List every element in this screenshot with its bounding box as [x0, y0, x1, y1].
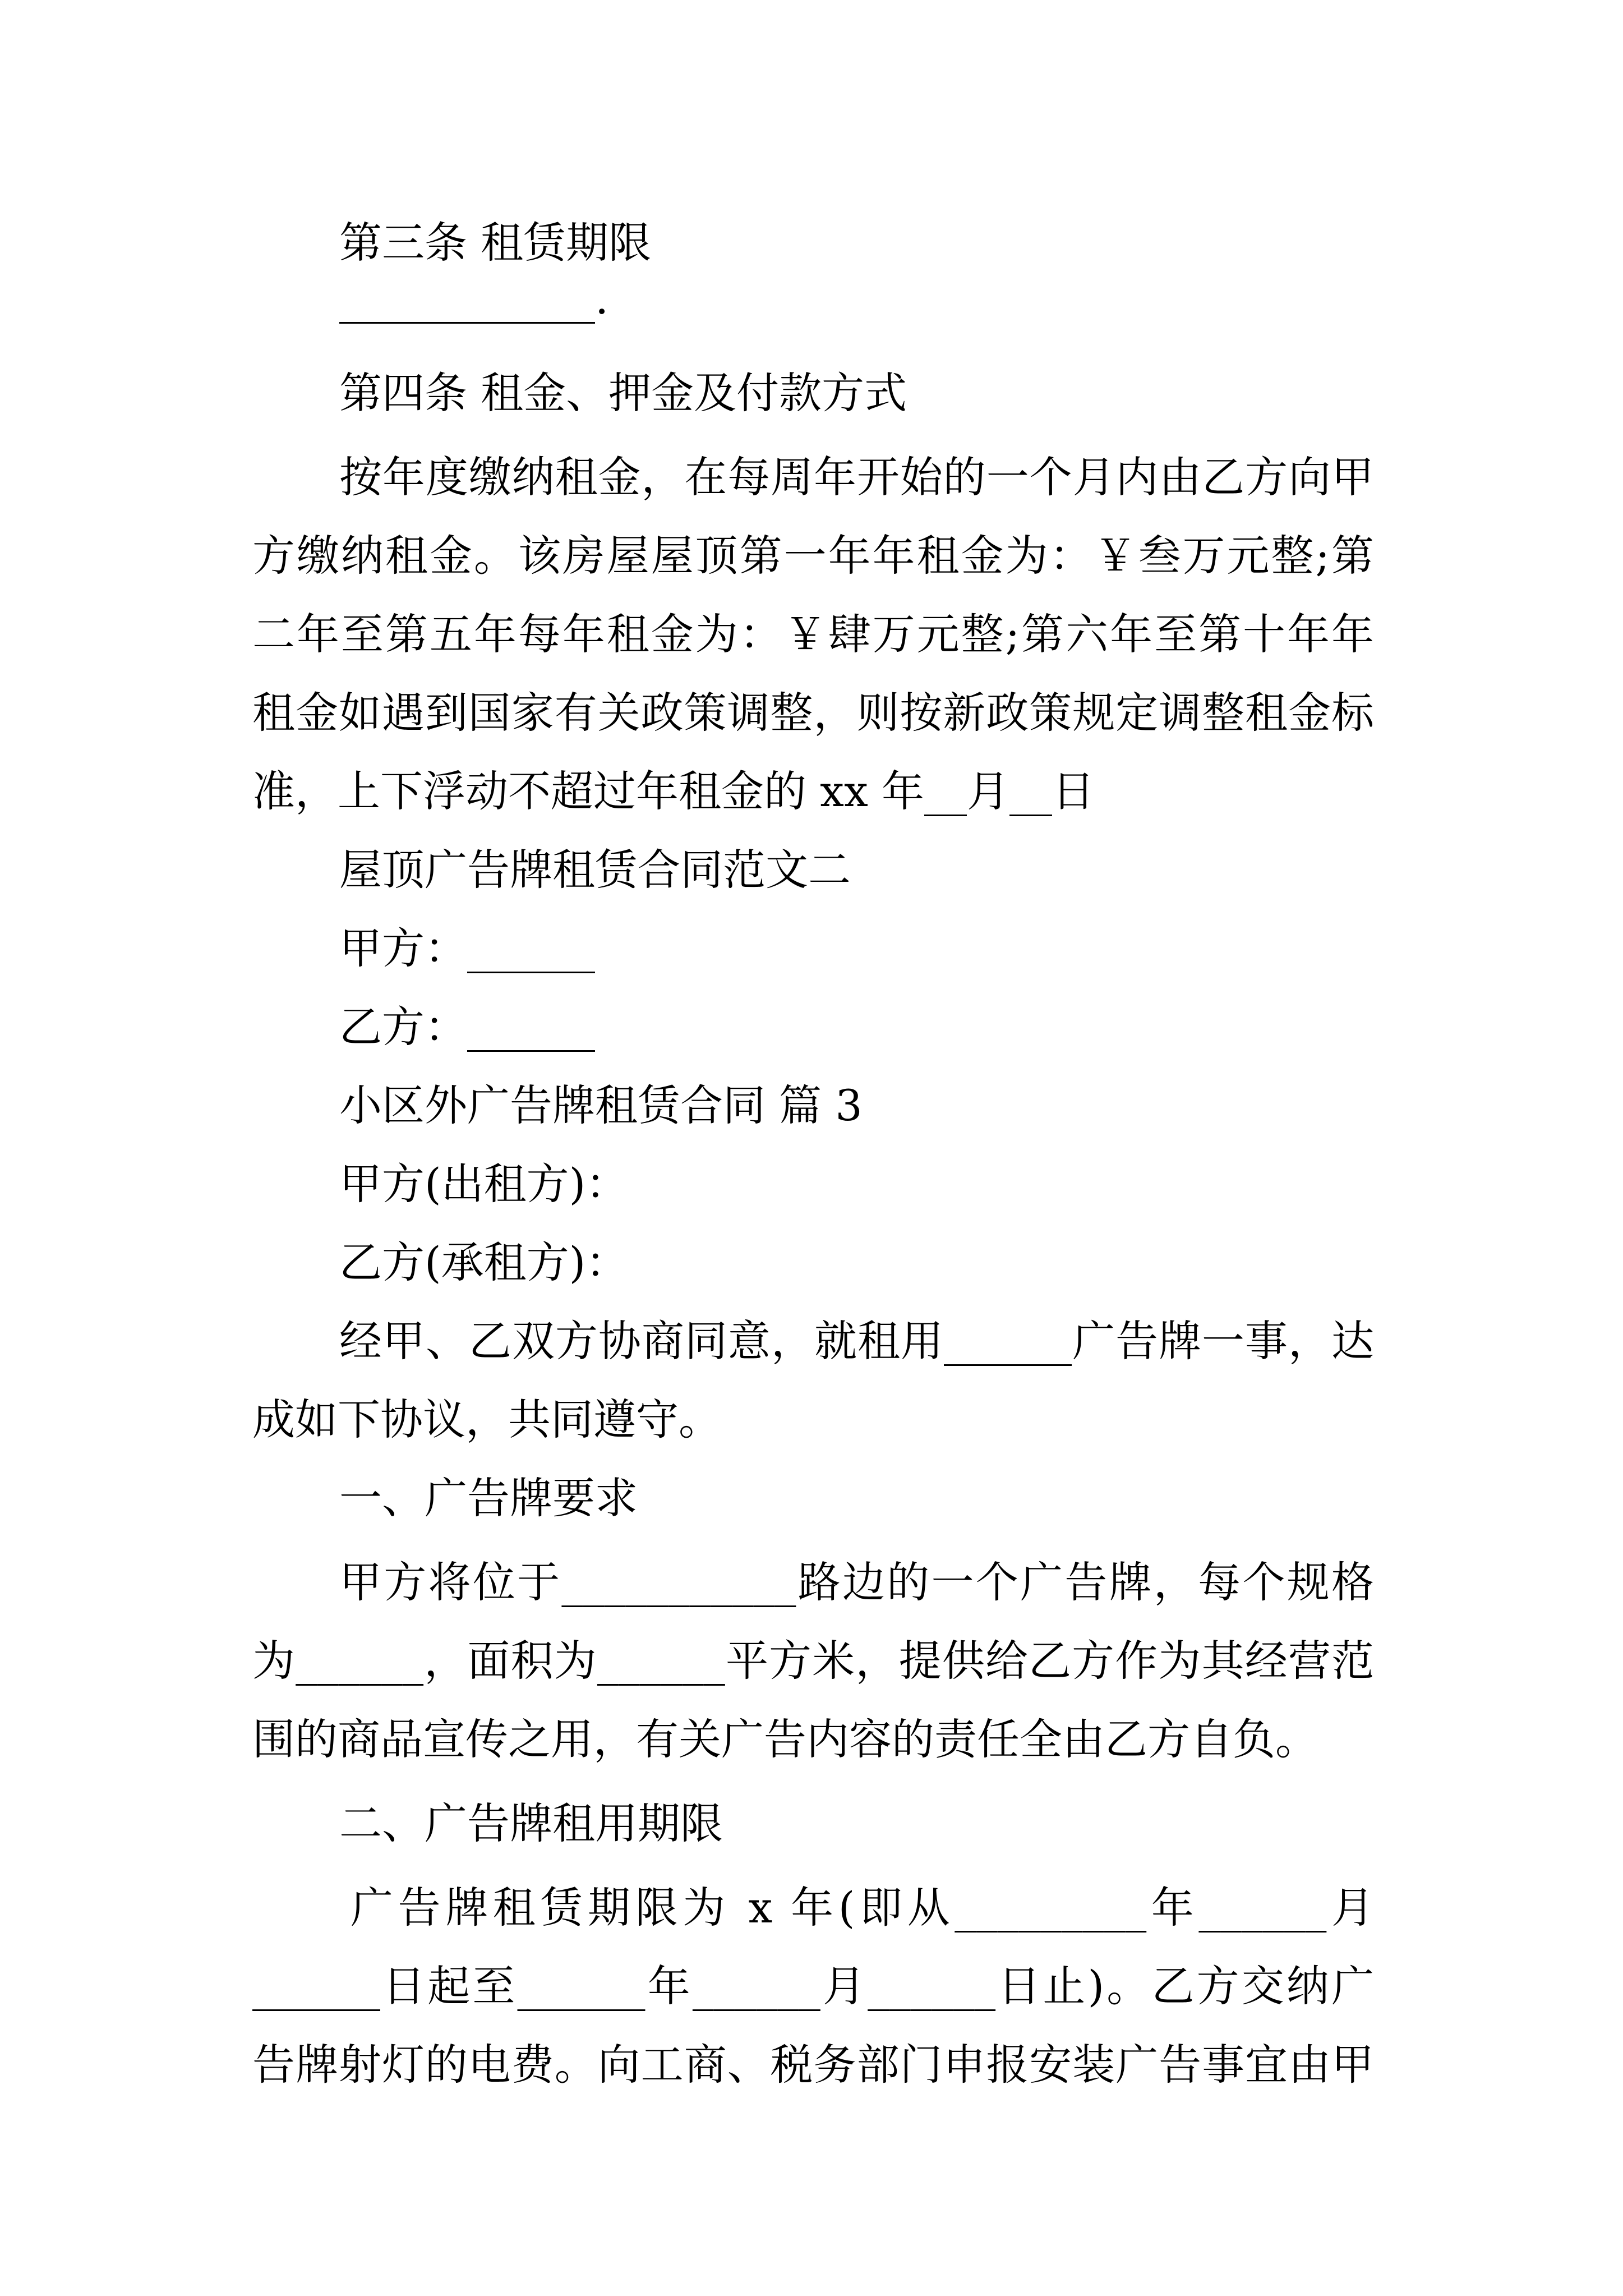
- lessee-line: 乙方(承租方)：: [339, 1237, 629, 1287]
- article-4-heading: 第四条 租金、押金及付款方式: [339, 368, 907, 418]
- agreement-paragraph-line-1: 经甲、乙双方协商同意，就租用______广告牌一事，达: [339, 1316, 1374, 1366]
- lessor-line: 甲方(出租方)：: [339, 1159, 629, 1209]
- party-b-line: 乙方：______: [339, 1002, 595, 1052]
- section-1-heading: 一、广告牌要求: [339, 1473, 638, 1523]
- section-2-heading: 二、广告牌租用期限: [339, 1798, 723, 1848]
- sample-2-title: 屋顶广告牌租赁合同范文二: [339, 845, 851, 895]
- term-blank-line: ____________.: [339, 274, 609, 324]
- term-paragraph-line-1: 广告牌租赁期限为 x 年(即从_________年______月: [351, 1883, 1374, 1932]
- rent-paragraph-line-1: 按年度缴纳租金，在每周年开始的一个月内由乙方向甲: [339, 452, 1374, 502]
- term-paragraph-line-3: 告牌射灯的电费。向工商、税务部门申报安装广告事宜由甲: [252, 2040, 1374, 2090]
- rent-paragraph-line-3: 二年至第五年每年租金为：￥肆万元整;第六年至第十年年: [252, 609, 1374, 659]
- term-paragraph-line-2: ______日起至______年______月______日止)。乙方交纳广: [252, 1961, 1374, 2011]
- billboard-paragraph-line-3: 围的商品宣传之用，有关广告内容的责任全由乙方自负。: [252, 1714, 1318, 1764]
- contract-3-title: 小区外广告牌租赁合同 篇 3: [339, 1080, 863, 1130]
- agreement-paragraph-line-2: 成如下协议，共同遵守。: [252, 1395, 721, 1444]
- party-a-line: 甲方：______: [339, 923, 595, 973]
- billboard-paragraph-line-2: 为______，面积为______平方米，提供给乙方作为其经营范: [252, 1636, 1374, 1686]
- rent-paragraph-line-2: 方缴纳租金。该房屋屋顶第一年年租金为：￥叁万元整;第: [252, 531, 1374, 581]
- article-3-heading: 第三条 租赁期限: [339, 218, 652, 268]
- billboard-paragraph-line-1: 甲方将位于___________路边的一个广告牌，每个规格: [339, 1557, 1374, 1607]
- rent-paragraph-line-4: 租金如遇到国家有关政策调整，则按新政策规定调整租金标: [252, 688, 1374, 738]
- rent-paragraph-line-5: 准，上下浮动不超过年租金的 xx 年__月__日: [252, 766, 1095, 816]
